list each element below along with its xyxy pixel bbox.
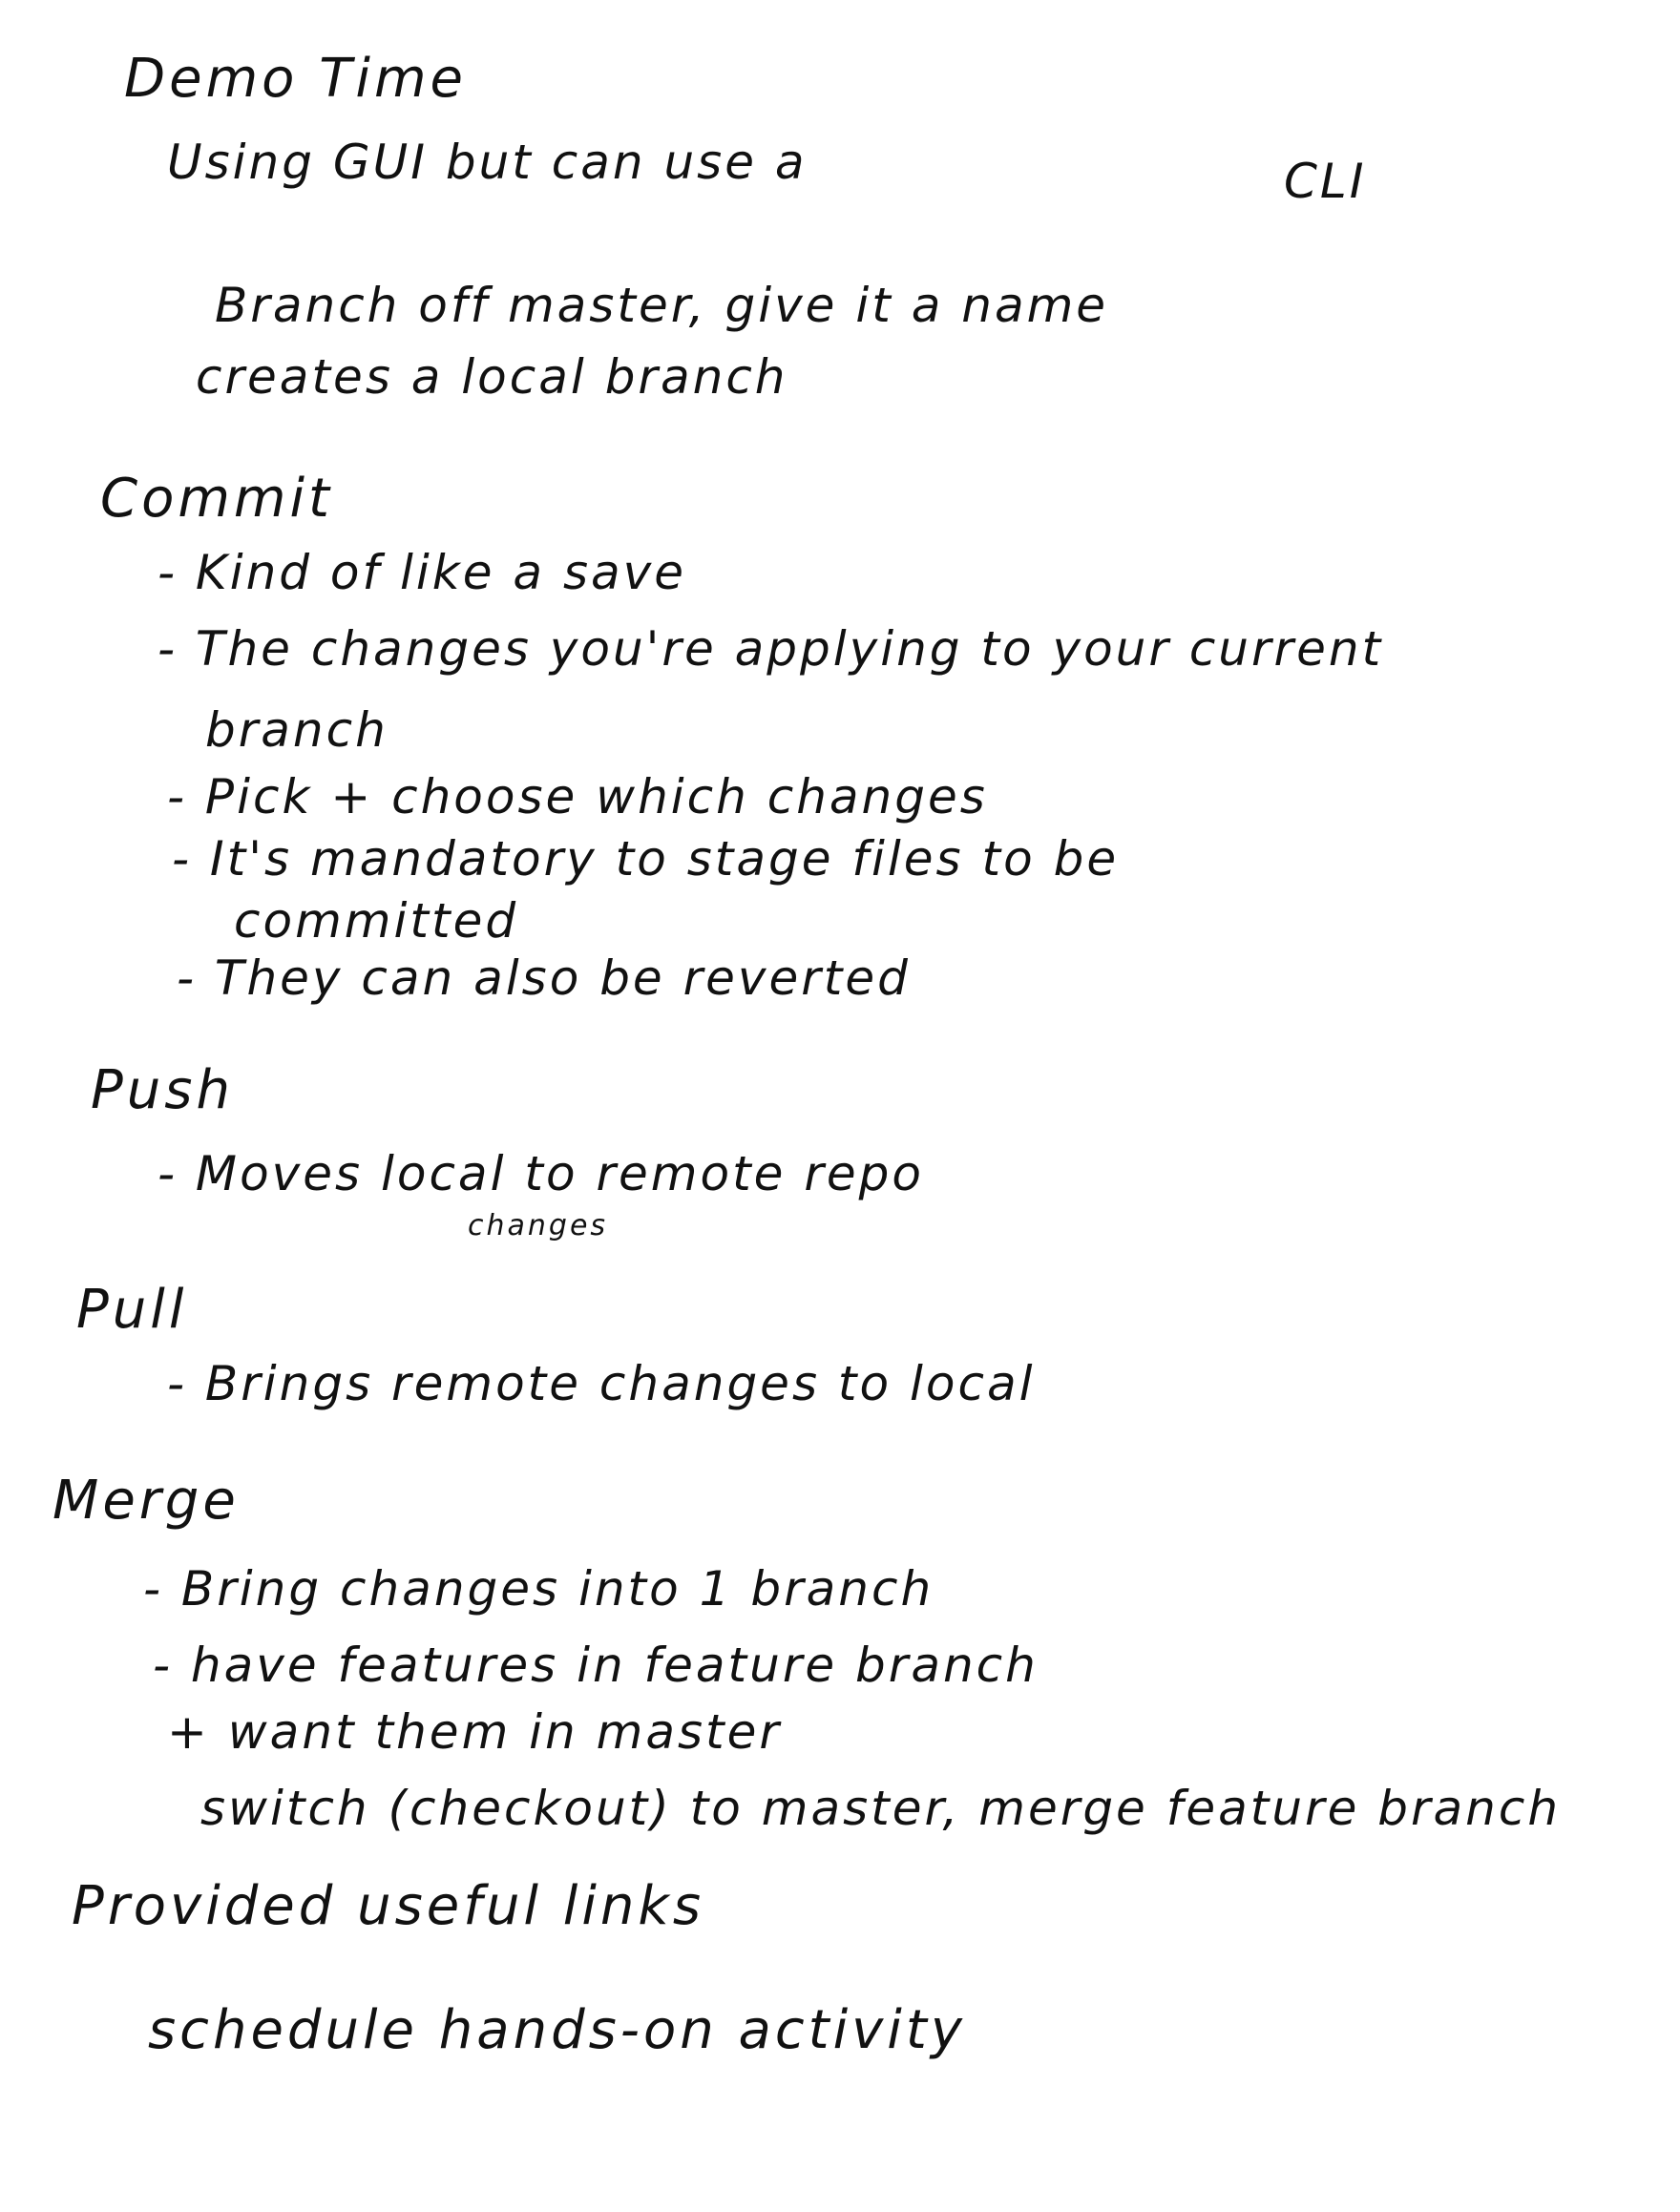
merge-item-2-cont: + want them in master [167, 1704, 782, 1760]
commit-item-3: - Pick + choose which changes [167, 769, 988, 824]
schedule-line: schedule hands-on activity [148, 1999, 966, 2061]
pull-heading: Pull [76, 1279, 188, 1341]
branch-line: Branch off master, give it a name [215, 278, 1109, 333]
commit-item-1: - Kind of like a save [158, 545, 686, 600]
commit-item-4-cont: committed [234, 893, 519, 949]
commit-heading: Commit [100, 468, 333, 530]
commit-item-5: - They can also be reverted [177, 950, 911, 1006]
demo-title: Demo Time [124, 48, 467, 110]
commit-item-2-cont: branch [205, 702, 388, 758]
provided-links: Provided useful links [72, 1875, 705, 1937]
branch-line-2: creates a local branch [196, 349, 788, 405]
merge-item-3: switch (checkout) to master, merge feature branch [200, 1781, 1562, 1836]
pull-item-1: - Brings remote changes to local [167, 1356, 1036, 1411]
merge-item-2: - have features in feature branch [153, 1638, 1039, 1693]
push-item-1: - Moves local to remote repo [158, 1146, 924, 1201]
merge-heading: Merge [52, 1470, 240, 1532]
push-item-1-insert: changes [468, 1209, 609, 1242]
demo-line-1: Using GUI but can use a [167, 135, 808, 190]
commit-item-4: - It's mandatory to stage files to be [172, 831, 1120, 887]
merge-item-1: - Bring changes into 1 branch [143, 1561, 934, 1617]
push-heading: Push [91, 1059, 234, 1121]
commit-item-2: - The changes you're applying to your current [158, 621, 1384, 677]
demo-line-1-end: CLI [1284, 154, 1367, 209]
